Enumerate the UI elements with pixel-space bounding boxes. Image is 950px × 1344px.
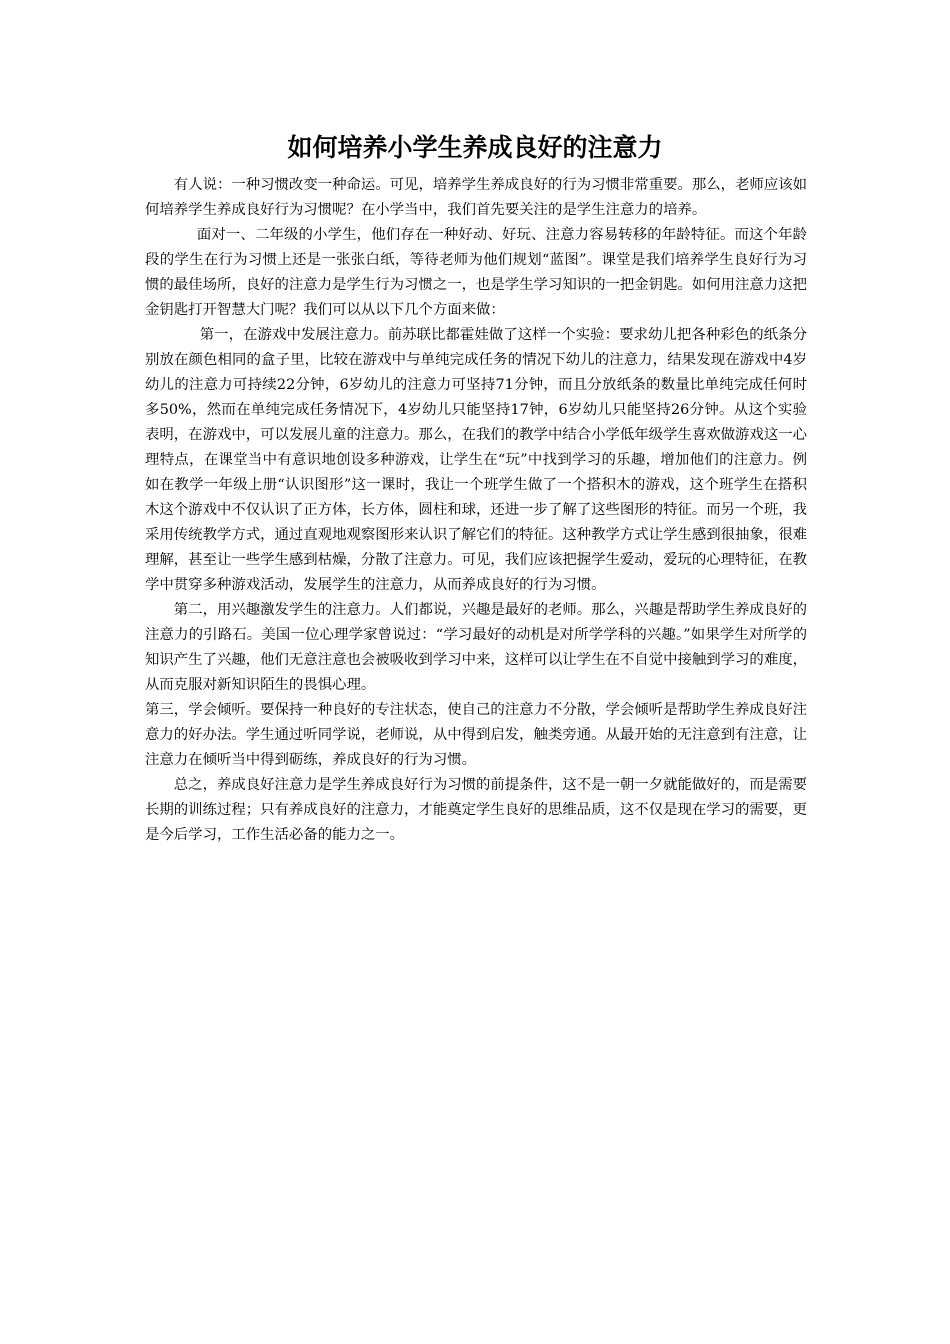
- paragraph-second-interest: 第二，用兴趣激发学生的注意力。人们都说，兴趣是最好的老师。那么，兴趣是帮助学生养成良好的注意力的引路石。美国一位心理学家曾说过：“学习最好的动机是对所学学科的兴趣。”如果学生对所学的知识产生了兴趣，他们无意注意也会被吸收到学习中来，这样可以让学生在不自觉中接触到学习的难度，从而克服对新知识陌生的畏惧心理。: [145, 602, 807, 693]
- document-title: 如何培养小学生养成良好的注意力: [287, 133, 663, 162]
- paragraph-third-listening: 第三，学会倾听。要保持一种良好的专注状态，使自己的注意力不分散，学会倾听是帮助学生养成良好注意力的好办法。学生通过听同学说，老师说，从中得到启发，触类旁通。从最开始的无注意到有注意，让注意力在倾听当中得到砺练，养成良好的行为习惯。: [145, 702, 807, 768]
- document-body: [145, 173, 807, 848]
- paragraph-conclusion: 总之，养成良好注意力是学生养成良好行为习惯的前提条件，这不是一朝一夕就能做好的，而是需要长期的训练过程；只有养成良好的注意力，才能奠定学生良好的思维品质，这不仅是现在学习的需要，更是今后学习，工作生活必备的能力之一。: [145, 777, 807, 843]
- paragraph-first-games: 第一，在游戏中发展注意力。前苏联比都霍娃做了这样一个实验：要求幼儿把各种彩色的纸条分别放在颜色相同的盒子里，比较在游戏中与单纯完成任务的情况下幼儿的注意力，结果发现在游戏中4岁幼儿的注意力可持续22分钟，6岁幼儿的注意力可坚持71分钟，而且分放纸条的数量比单纯完成任何时多50%，然而在单纯完成任务情况下，4岁幼儿只能坚持17钟，6岁幼儿只能坚持26分钟。从这个实验表明，在游戏中，可以发展儿童的注意力。那么，在我们的教学中结合小学低年级学生喜欢做游戏这一心理特点，在课堂当中有意识地创设多种游戏，让学生在“玩”中找到学习的乐趣，增加他们的注意力。例如在教学一年级上册“认识图形”这一课时，我让一个班学生做了一个搭积木的游戏，这个班学生在搭积木这个游戏中不仅认识了正方体，长方体，圆柱和球，还进一步了解了这些图形的特征。而另一个班，我采用传统教学方式，通过直观地观察图形来认识了解它们的特征。这种教学方式让学生感到很抽象，很难理解，甚至让一些学生感到枯燥，分散了注意力。可见，我们应该把握学生爱动，爱玩的心理特征，在教学中贯穿多种游戏活动，发展学生的注意力，从而养成良好的行为习惯。: [145, 327, 807, 593]
- paragraph-age-characteristics: 面对一、二年级的小学生，他们存在一种好动、好玩、注意力容易转移的年龄特征。而这个年龄段的学生在行为习惯上还是一张张白纸，等待老师为他们规划“蓝图”。课堂是我们培养学生良好行为习惯的最佳场所，良好的注意力是学生行为习惯之一，也是学生学习知识的一把金钥匙。如何用注意力这把金钥匙打开智慧大门呢？我们可以从以下几个方面来做：: [145, 227, 807, 318]
- paragraph-intro: 有人说：一种习惯改变一种命运。可见，培养学生养成良好的行为习惯非常重要。那么，老师应该如何培养学生养成良好行为习惯呢？在小学当中，我们首先要关注的是学生注意力的培养。: [145, 177, 807, 218]
